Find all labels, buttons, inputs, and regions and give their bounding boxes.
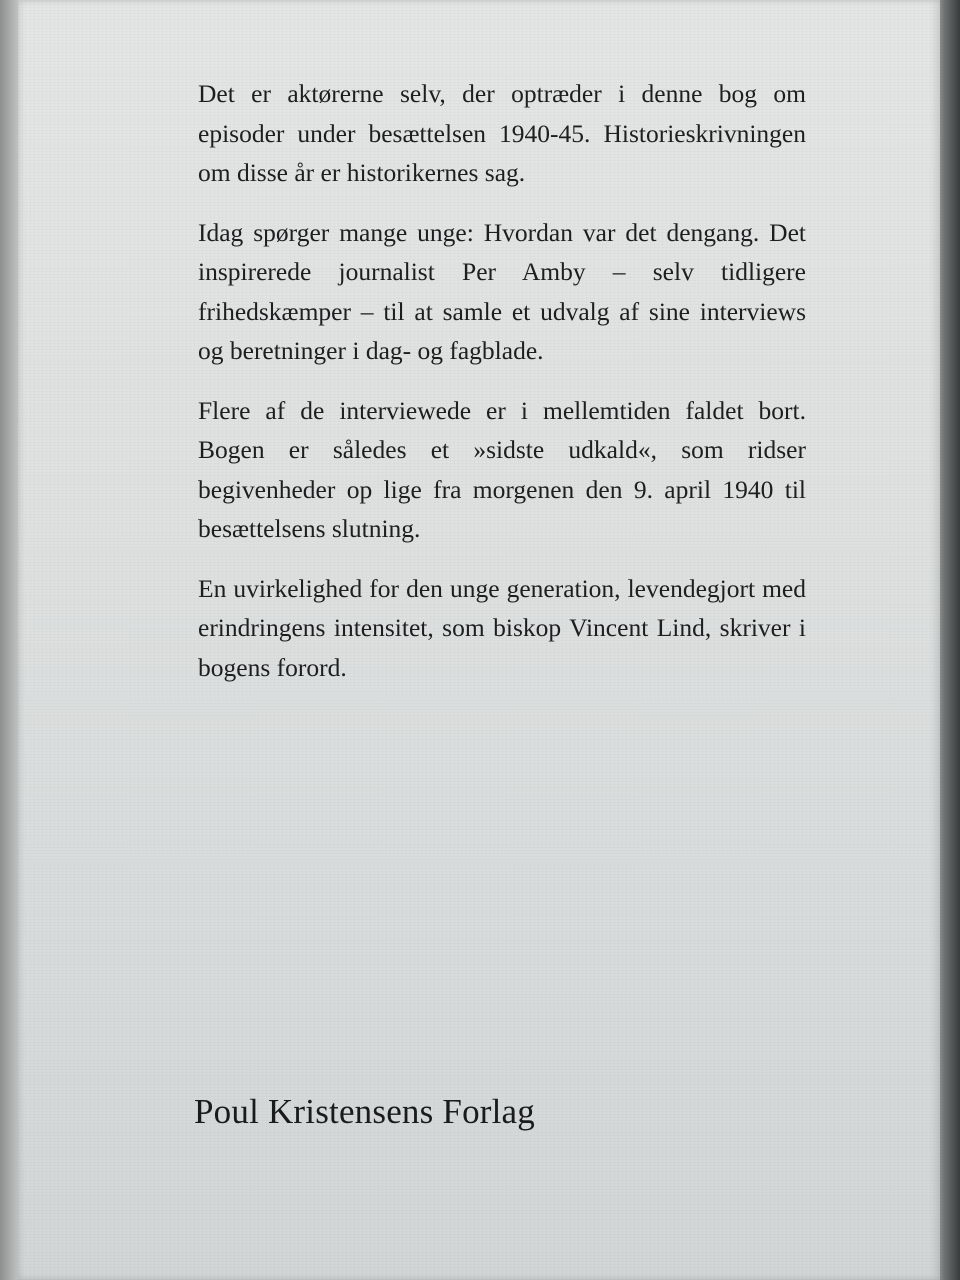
blurb-text <box>198 74 806 707</box>
paragraph-4: En uvirkelighed for den unge generation, levendegjort med erindringens intensitet, som biskop Vincent Lind, skriver i bogens forord. <box>198 573 806 682</box>
paragraph-2: Idag spørger mange unge: Hvordan var det dengang. Det inspirerede journalist Per Amby – selv tidligere frihedskæmper – til at samle et udvalg af sine interviews og beretninger i dag- og fagblade. <box>198 217 806 365</box>
book-back-cover <box>18 0 940 1280</box>
paragraph-1: Det er aktørerne selv, der optræder i denne bog om episoder under besættelsen 1940-45. Historieskrivningen om disse år er historikernes sag. <box>198 79 806 187</box>
publisher-name: Poul Kristensens Forlag <box>194 1092 535 1131</box>
paragraph-3: Flere af de interviewede er i mellemtiden faldet bort. Bogen er således et »sidste udkald«, som ridser begivenheder op lige fra morgenen den 9. april 1940 til besættelsens slutning. <box>198 395 806 543</box>
